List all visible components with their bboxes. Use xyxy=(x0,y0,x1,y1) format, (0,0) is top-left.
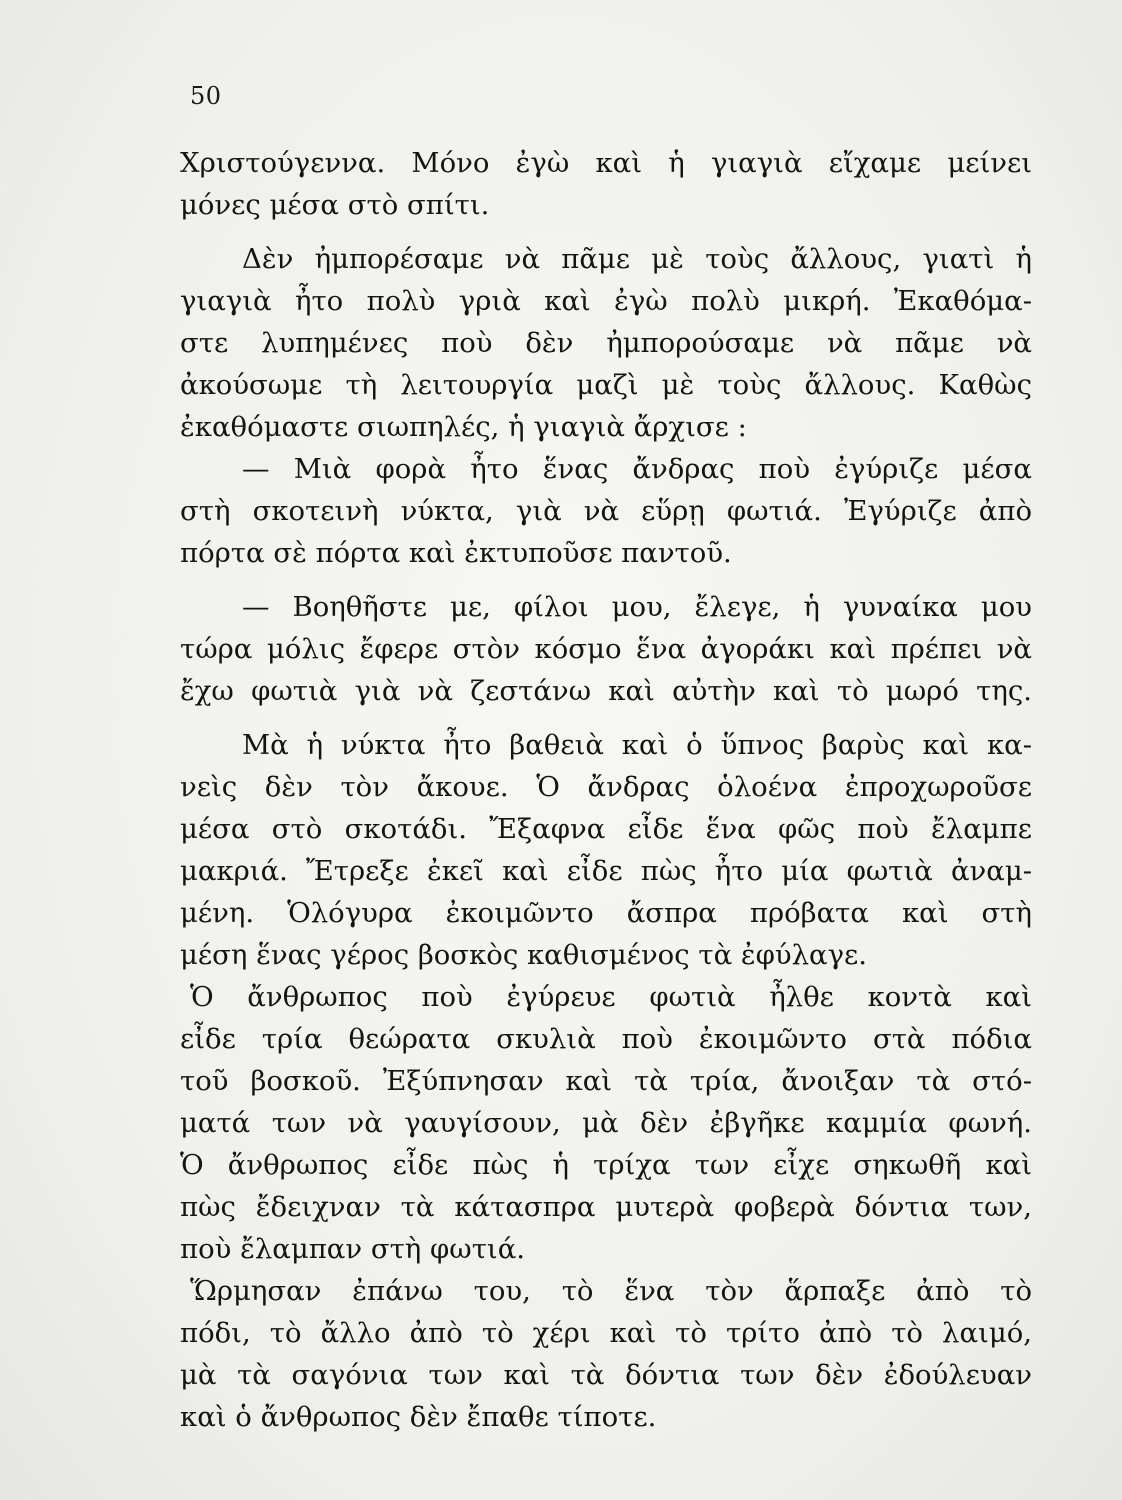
text-line: πόρτα σὲ πόρτα καὶ ἐκτυποῦσε παντοῦ. xyxy=(180,537,732,569)
text-line: ἀκούσωμε τὴ λειτουργία μαζὶ μὲ τοὺς ἄλλους. Καθὼς xyxy=(180,369,1032,401)
text-line: μένη. Ὁλόγυρα ἐκοιμῶντο ἄσπρα πρόβατα καὶ στὴ xyxy=(180,897,1032,929)
text-line: τοῦ βοσκοῦ. Ἐξύπνησαν καὶ τὰ τρία, ἄνοιξαν τὰ στό- xyxy=(180,1065,1032,1097)
page-number: 50 xyxy=(190,82,222,110)
paragraph-first-line: Ὥρμησαν ἐπάνω του, τὸ ἕνα τὸν ἅρπαξε ἀπὸ τὸ xyxy=(190,1275,1032,1307)
text-line: ποὺ ἔλαμπαν στὴ φωτιά. xyxy=(180,1233,526,1265)
text-line: μόνες μέσα στὸ σπίτι. xyxy=(180,189,490,221)
text-line: καὶ ὁ ἄνθρωπος δὲν ἔπαθε τίποτε. xyxy=(180,1401,657,1433)
text-line: ματά των νὰ γαυγίσουν, μὰ δὲν ἐβγῆκε καμμία φωνή. xyxy=(180,1107,1032,1139)
paragraph-first-line: — Μιὰ φορὰ ἦτο ἕνας ἄνδρας ποὺ ἐγύριζε μέσα xyxy=(242,453,1032,485)
text-line: εἶδε τρία θεώρατα σκυλιὰ ποὺ ἐκοιμῶντο στὰ πόδια xyxy=(180,1023,1032,1055)
text-line: ἔχω φωτιὰ γιὰ νὰ ζεστάνω καὶ αὐτὴν καὶ τὸ μωρό της. xyxy=(180,675,1032,707)
text-line: Ὁ ἄνθρωπος εἶδε πὼς ἡ τρίχα των εἶχε σηκωθῆ καὶ xyxy=(180,1149,1032,1181)
paragraph-first-line: Ὁ ἄνθρωπος ποὺ ἐγύρευε φωτιὰ ἦλθε κοντὰ καὶ xyxy=(190,981,1032,1013)
body-text xyxy=(180,142,1032,1438)
text-line: πόδι, τὸ ἄλλο ἀπὸ τὸ χέρι καὶ τὸ τρίτο ἀπὸ τὸ λαιμό, xyxy=(180,1317,1032,1349)
text-line: τώρα μόλις ἔφερε στὸν κόσμο ἕνα ἀγοράκι καὶ πρέπει νὰ xyxy=(180,633,1032,665)
text-line: στε λυπημένες ποὺ δὲν ἠμπορούσαμε νὰ πᾶμε νὰ xyxy=(180,327,1032,359)
text-line: πὼς ἔδειχναν τὰ κάτασπρα μυτερὰ φοβερὰ δόντια των, xyxy=(180,1191,1032,1223)
text-line: νεὶς δὲν τὸν ἄκουε. Ὁ ἄνδρας ὁλοένα ἐπροχωροῦσε xyxy=(180,771,1032,803)
text-line: μέσα στὸ σκοτάδι. Ἔξαφνα εἶδε ἕνα φῶς ποὺ ἔλαμπε xyxy=(180,813,1032,845)
paragraph-first-line: Δὲν ἠμπορέσαμε νὰ πᾶμε μὲ τοὺς ἄλλους, γιατὶ ἡ xyxy=(242,243,1032,275)
text-line: στὴ σκοτεινὴ νύκτα, γιὰ νὰ εὕρῃ φωτιά. Ἐγύριζε ἀπὸ xyxy=(180,495,1032,527)
text-line: γιαγιὰ ἦτο πολὺ γριὰ καὶ ἐγὼ πολὺ μικρή. Ἐκαθόμα- xyxy=(180,285,1032,317)
paragraph-first-line: — Βοηθῆστε με, φίλοι μου, ἔλεγε, ἡ γυναίκα μου xyxy=(242,591,1032,623)
text-line: μακριά. Ἔτρεξε ἐκεῖ καὶ εἶδε πὼς ἦτο μία φωτιὰ ἀναμ- xyxy=(180,855,1032,887)
paragraph-first-line: Μὰ ἡ νύκτα ἦτο βαθειὰ καὶ ὁ ὕπνος βαρὺς καὶ κα- xyxy=(242,729,1032,761)
text-line: μέση ἕνας γέρος βοσκὸς καθισμένος τὰ ἐφύλαγε. xyxy=(180,939,868,971)
text-line: μὰ τὰ σαγόνια των καὶ τὰ δόντια των δὲν ἐδούλευαν xyxy=(180,1359,1032,1391)
text-line: ἐκαθόμαστε σιωπηλές, ἡ γιαγιὰ ἄρχισε : xyxy=(180,411,747,443)
text-line: Χριστούγεννα. Μόνο ἐγὼ καὶ ἡ γιαγιὰ εἴχαμε μείνει xyxy=(180,147,1032,179)
